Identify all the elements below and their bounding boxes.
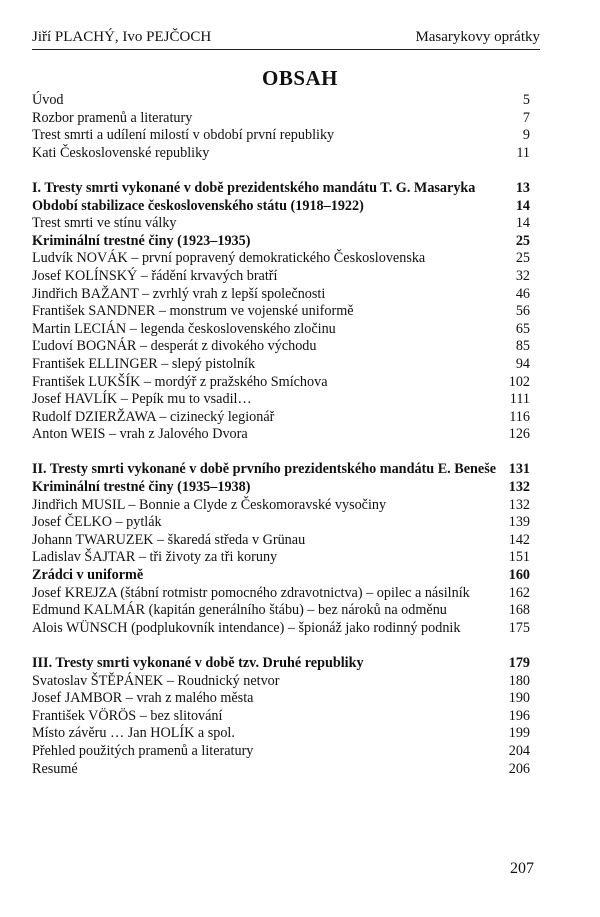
toc-entry-page: 190	[508, 690, 530, 707]
toc-entry	[32, 585, 530, 603]
toc-entry	[32, 708, 530, 726]
toc-entry-title: František VÖRÖS – bez slitování	[32, 707, 223, 724]
toc-entry	[32, 145, 530, 163]
toc-entry-title: Místo závěru … Jan HOLÍK a spol.	[32, 725, 235, 742]
toc-entry-title: Kriminální trestné činy (1935–1938)	[32, 479, 251, 496]
toc-entry	[32, 761, 530, 779]
toc-entry-page: 180	[508, 672, 530, 689]
toc-entry-page: 142	[508, 531, 530, 548]
toc-entry-title: Jindřich MUSIL – Bonnie a Clyde z Českomoravské vysočiny	[32, 496, 387, 513]
toc-heading	[32, 233, 530, 251]
toc-entry-page: 116	[509, 408, 530, 425]
toc-entry	[32, 673, 530, 691]
toc-entry	[32, 532, 530, 550]
toc-entry-title: Rozbor pramenů a literatury	[32, 109, 193, 126]
toc-entry-page: 25	[515, 232, 530, 249]
toc-entry	[32, 268, 530, 286]
toc-entry-page: 102	[508, 373, 530, 390]
toc-entry-title: Josef HAVLÍK – Pepík mu to vsadil…	[32, 391, 252, 408]
toc-entry-title: Ludvík NOVÁK – první popravený demokratického Československa	[32, 250, 426, 267]
toc-entry-page: 5	[522, 92, 530, 108]
toc-entry	[32, 514, 530, 532]
toc-entry	[32, 391, 530, 409]
toc-entry	[32, 602, 530, 620]
toc-entry-page: 56	[515, 303, 530, 320]
toc-entry-title: Kati Československé republiky	[32, 144, 210, 161]
toc-entry-title: Období stabilizace československého státu (1918–1922)	[32, 197, 364, 214]
toc-entry-page: 132	[508, 496, 530, 513]
toc-entry-title: Resumé	[32, 760, 78, 777]
toc-entry-title: Jindřich BAŽANT – zvrhlý vrah z lepší společnosti	[32, 285, 326, 302]
toc-heading	[32, 567, 530, 585]
toc-entry-page: 13	[515, 179, 530, 196]
toc-entry-page: 32	[515, 267, 530, 284]
toc-entry	[32, 215, 530, 233]
toc-entry-page: 132	[508, 479, 530, 496]
toc-entry-page: 160	[508, 567, 530, 584]
toc-entry-page: 85	[515, 338, 530, 355]
toc-entry	[32, 92, 530, 110]
table-of-contents	[32, 92, 530, 778]
toc-entry-page: 199	[508, 725, 530, 742]
toc-entry	[32, 286, 530, 304]
toc-entry-page: 206	[508, 760, 530, 777]
toc-entry-page: 65	[515, 320, 530, 337]
toc-entry-title: Martin LECIÁN – legenda československého zločinu	[32, 320, 336, 337]
toc-heading	[32, 198, 530, 216]
toc-heading	[32, 461, 530, 479]
toc-entry-title: Josef JAMBOR – vrah z malého města	[32, 690, 254, 707]
toc-spacer	[32, 637, 530, 655]
toc-entry	[32, 250, 530, 268]
toc-entry-title: František SANDNER – monstrum ve vojenské uniformě	[32, 303, 354, 320]
toc-entry-page: 9	[522, 127, 530, 144]
toc-heading	[32, 180, 530, 198]
toc-entry	[32, 620, 530, 638]
toc-entry	[32, 303, 530, 321]
toc-entry	[32, 409, 530, 427]
toc-entry-title: Johann TWARUZEK – škaredá středa v Grünau	[32, 531, 306, 548]
toc-entry	[32, 725, 530, 743]
toc-entry-title: Josef KREJZA (štábní rotmistr pomocného zdravotnictva) – opilec a násilník	[32, 584, 470, 601]
toc-entry-page: 11	[516, 144, 530, 161]
toc-spacer	[32, 162, 530, 180]
toc-entry	[32, 321, 530, 339]
toc-entry-page: 126	[508, 426, 530, 443]
toc-entry-title: II. Tresty smrti vykonané v době prvního prezidentského mandátu E. Beneše	[32, 461, 497, 478]
toc-entry-title: Ladislav ŠAJTAR – tři životy za tři koruny	[32, 549, 278, 566]
header-book-title: Masarykovy oprátky	[415, 29, 540, 45]
toc-entry-page: 179	[508, 655, 530, 671]
toc-entry-title: Rudolf DZIERŽAWA – cizinecký legionář	[32, 408, 275, 425]
toc-entry-title: Edmund KALMÁR (kapitán generálního štábu) – bez nároků na odměnu	[32, 602, 447, 619]
toc-entry-title: Kriminální trestné činy (1923–1935)	[32, 232, 251, 249]
toc-entry-title: Zrádci v uniformě	[32, 567, 144, 584]
toc-entry-title: Úvod	[32, 92, 64, 108]
toc-entry-page: 46	[515, 285, 530, 302]
toc-spacer	[32, 444, 530, 462]
page-number: 207	[510, 860, 534, 877]
toc-entry-page: 14	[515, 197, 530, 214]
toc-entry-page: 151	[508, 549, 530, 566]
toc-entry-title: Trest smrti ve stínu války	[32, 215, 177, 232]
toc-entry-page: 94	[515, 355, 530, 372]
toc-entry-title: Josef ČELKO – pytlák	[32, 514, 162, 531]
toc-entry-page: 168	[508, 602, 530, 619]
toc-entry-title: Svatoslav ŠTĚPÁNEK – Roudnický netvor	[32, 672, 280, 689]
toc-entry-title: Trest smrti a udílení milostí v období první republiky	[32, 127, 335, 144]
toc-heading	[32, 655, 530, 673]
toc-entry-page: 25	[515, 250, 530, 267]
toc-entry-title: Alois WÜNSCH (podplukovník intendance) – špionáž jako rodinný podnik	[32, 619, 461, 636]
toc-entry-page: 162	[508, 584, 530, 601]
toc-entry-page: 111	[509, 391, 530, 408]
toc-entry-page: 7	[522, 109, 530, 126]
toc-entry	[32, 338, 530, 356]
page-title: OBSAH	[261, 66, 339, 90]
toc-entry-page: 204	[508, 742, 530, 759]
toc-entry-title: I. Tresty smrti vykonané v době prezidentského mandátu T. G. Masaryka	[32, 179, 476, 196]
toc-entry-title: František LUKŠÍK – mordýř z pražského Smíchova	[32, 373, 328, 390]
toc-entry	[32, 110, 530, 128]
running-header	[32, 28, 540, 50]
toc-entry	[32, 426, 530, 444]
toc-entry	[32, 127, 530, 145]
toc-entry-title: Přehled použitých pramenů a literatury	[32, 742, 254, 759]
toc-entry-page: 196	[508, 707, 530, 724]
toc-entry-title: Anton WEIS – vrah z Jalového Dvora	[32, 426, 248, 443]
toc-entry-page: 14	[515, 215, 530, 232]
toc-entry	[32, 743, 530, 761]
toc-entry-page: 139	[508, 514, 530, 531]
toc-entry	[32, 356, 530, 374]
toc-entry-page: 131	[508, 461, 530, 478]
header-authors: Jiří PLACHÝ, Ivo PEJČOCH	[32, 29, 212, 45]
toc-entry-title: III. Tresty smrti vykonané v době tzv. Druhé republiky	[32, 655, 364, 671]
toc-entry-title: Ľudoví BOGNÁR – desperát z divokého východu	[32, 338, 317, 355]
toc-heading	[32, 479, 530, 497]
toc-entry	[32, 690, 530, 708]
toc-entry-title: Josef KOLÍNSKÝ – řádění krvavých bratří	[32, 267, 278, 284]
toc-entry-title: František ELLINGER – slepý pistolník	[32, 355, 256, 372]
toc-entry	[32, 549, 530, 567]
toc-entry-page: 175	[508, 619, 530, 636]
toc-entry	[32, 497, 530, 515]
toc-entry	[32, 374, 530, 392]
